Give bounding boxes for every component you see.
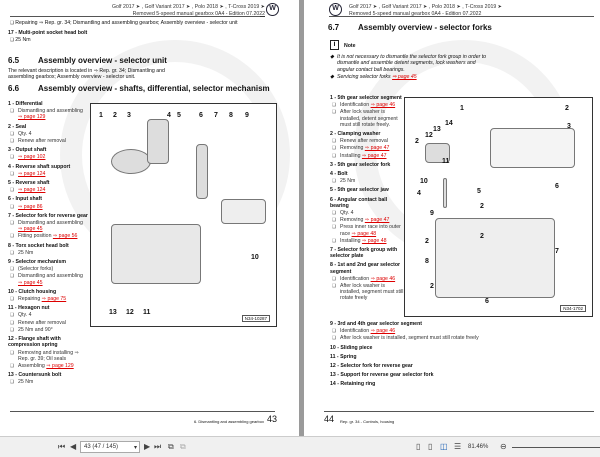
page-link[interactable]: ⇒ page 56: [52, 233, 78, 240]
callout-number: 11: [143, 309, 151, 316]
list-item: 7 - Selector fork group with selector plate: [330, 247, 398, 260]
callout-number: 6: [555, 183, 559, 190]
single-page-view-icon[interactable]: ▯: [416, 442, 421, 451]
page-link[interactable]: ⇒ page 46: [370, 275, 396, 282]
page-link[interactable]: ⇒ page 75: [41, 296, 67, 303]
list-item: 8 - 1st and 2nd gear selector segment: [330, 262, 401, 275]
callout-number: 2: [415, 138, 419, 145]
subitem-text: 25 Nm: [340, 178, 356, 185]
callout-number: 10: [420, 178, 428, 185]
section-6-5-title: 6.5 Assembly overview - selector unit: [8, 56, 167, 65]
page-link[interactable]: ⇒ page 124: [18, 170, 46, 177]
list-subitem: [330, 224, 404, 236]
list-item: 9 - 3rd and 4th gear selector segment: [330, 321, 422, 327]
list-item: 6 - Angular contact ball bearing: [330, 196, 388, 209]
list-item: 5 - Reverse shaft: [8, 180, 50, 187]
left-pdf-page: [0, 0, 299, 436]
header-models: Golf 2017 ➤ , Golf Variant 2017 ➤ , Polo 2018 ➤ , T-Cross 2019 ➤: [111, 4, 265, 10]
subitem-text: 25 Nm: [18, 379, 34, 386]
list-item: 12 - Selector fork for reverse gear: [330, 363, 413, 370]
list-subitem: [8, 187, 88, 193]
list-subitem: [8, 312, 88, 318]
repair-line: ❑ Repairing ⇒ Rep. gr. 34; Dismantling and assembling gearbox; Assembly overview - selector unit: [10, 20, 238, 26]
last-page-icon[interactable]: ⏭: [154, 442, 162, 451]
scroll-view-icon[interactable]: ☰: [454, 442, 462, 451]
subitem-text: Identification: [340, 102, 371, 109]
list-subitem: [330, 210, 404, 216]
vw-logo: W: [329, 3, 342, 16]
page-link[interactable]: ⇒ page 47: [361, 152, 387, 159]
page-number: 44: [324, 414, 335, 424]
callout-number: 5: [177, 112, 181, 119]
figure-selector-forks: [404, 97, 593, 317]
copy-icon[interactable]: ⧉: [168, 442, 174, 451]
callout-number: 1: [99, 112, 103, 119]
list-subitem: [330, 178, 404, 184]
parts-list: [8, 98, 88, 386]
zoom-level[interactable]: 81.46%: [468, 444, 489, 450]
subitem-text: Dismantling and assembling: [18, 273, 83, 280]
subitem-text: Repairing: [18, 296, 42, 303]
list-item: 4 - Reverse shaft support: [8, 163, 71, 170]
callout-number: 6: [485, 298, 489, 305]
subitem-text: Identification: [340, 275, 371, 282]
page-number: 43: [267, 414, 278, 424]
callout-number: 4: [417, 190, 421, 197]
callout-number: 8: [229, 112, 233, 119]
list-item: 13 - Countersunk bolt: [8, 372, 62, 379]
list-item: 10 - Clutch housing: [8, 288, 57, 295]
parts-list: [330, 92, 404, 302]
callout-number: 1: [460, 105, 464, 112]
zoom-slider[interactable]: [512, 447, 600, 448]
list-subitem: [8, 138, 88, 144]
subitem-text: Qty. 4: [340, 210, 354, 217]
right-pdf-page: [304, 0, 600, 436]
header-divider: [329, 16, 594, 17]
callout-number: 13: [109, 309, 117, 316]
list-item: 7 - Selector fork for reverse gear: [8, 212, 88, 219]
list-item: 1 - 5th gear selector segment: [330, 95, 402, 101]
page-link[interactable]: ⇒ page 46: [370, 328, 396, 335]
list-item: 8 - Torx socket head bolt: [8, 242, 69, 249]
pdf-toolbar: [0, 436, 600, 457]
list-subitem: [8, 320, 88, 326]
item-17-torque: ❑ 25 Nm: [10, 37, 31, 43]
subitem-text: Qty. 4: [18, 130, 32, 137]
list-subitem: [8, 273, 88, 285]
subitem-text: Removing and installing ⇒ Rep. gr. 39; Oil seals: [18, 349, 79, 362]
header-gearbox: Removed 5-speed manual gearbox 0A4 - Edition 07.2022: [132, 10, 265, 17]
list-subitem: [8, 363, 88, 369]
callout-number: 8: [425, 258, 429, 265]
list-subitem: [8, 266, 88, 272]
subitem-text: Renew after removal: [340, 138, 388, 145]
page-link[interactable]: ⇒ page 48: [351, 230, 377, 237]
list-subitem: [330, 217, 404, 223]
list-subitem: [8, 379, 88, 385]
page-link[interactable]: ⇒ page 46: [370, 102, 396, 109]
footer-divider: [10, 411, 275, 412]
subitem-text: After lock washer is installed, segment must still rotate freely: [340, 335, 479, 342]
list-subitem: [330, 328, 510, 334]
subitem-text: After lock washer is installed, detent segment must still rotate freely.: [340, 109, 398, 128]
list-item: 11 - Spring: [330, 353, 357, 360]
list-item: 6 - Input shaft: [8, 196, 43, 203]
subitem-text: Assembling: [18, 362, 47, 369]
footer-chapter: Rep. gr. 34 - Controls, housing: [340, 419, 395, 424]
subitem-text: Fitting position: [18, 233, 53, 240]
page-link[interactable]: ⇒ page 86: [18, 203, 43, 210]
page-number-input[interactable]: 43 (47 / 145) ▾: [80, 441, 140, 453]
paste-icon[interactable]: ⧉: [180, 442, 186, 451]
list-subitem: [8, 350, 88, 362]
list-item: 13 - Support for reverse gear selector fork: [330, 372, 434, 379]
info-icon: i: [330, 40, 339, 50]
next-page-icon[interactable]: ▶: [144, 442, 151, 451]
callout-number: 9: [430, 210, 434, 217]
previous-page-icon[interactable]: ◀: [70, 442, 77, 451]
callout-number: 13: [433, 126, 441, 133]
list-subitem: [8, 171, 88, 177]
callout-number: 9: [245, 112, 249, 119]
list-subitem: [8, 250, 88, 256]
footer-chapter: 6. Dismantling and assembling gearbox: [193, 419, 264, 424]
callout-number: 14: [445, 120, 453, 127]
subitem-text: Removing: [340, 217, 365, 224]
list-subitem: [330, 238, 404, 244]
list-subitem: [330, 283, 404, 302]
list-item: 10 - Sliding piece: [330, 344, 373, 351]
list-subitem: [8, 220, 88, 232]
list-subitem: [8, 327, 88, 333]
page-link[interactable]: ⇒ page 45: [18, 279, 43, 286]
callout-number: 2: [480, 203, 484, 210]
callout-number: 3: [127, 112, 131, 119]
callout-number: 4: [167, 112, 171, 119]
list-subitem: [8, 131, 88, 137]
subitem-text: 25 Nm: [18, 249, 34, 256]
list-subitem: [330, 102, 404, 108]
list-item: 5 - 5th gear selector jaw: [330, 187, 389, 194]
list-subitem: [8, 154, 88, 160]
section-6-7-title: 6.7 Assembly overview - selector forks: [328, 23, 492, 32]
subitem-text: Qty. 4: [18, 312, 32, 319]
subitem-text: Removing: [340, 145, 365, 152]
note-item-2: ◆ Servicing selector forks ⇒ page 45: [330, 74, 417, 80]
page-link[interactable]: ⇒ page 124: [18, 187, 46, 194]
callout-number: 2: [113, 112, 117, 119]
list-item: 2 - Seal: [8, 123, 27, 130]
header-gearbox: Removed 5-speed manual gearbox 0A4 - Edition 07.2022: [349, 10, 482, 17]
subitem-text: 25 Nm and 90°: [18, 326, 53, 333]
list-subitem: [330, 145, 404, 151]
callout-number: 7: [555, 248, 559, 255]
callout-number: 10: [251, 254, 259, 261]
subitem-text: Dismantling and assembling: [18, 108, 83, 115]
figure-code: N34-1702: [560, 305, 586, 312]
list-subitem: [330, 138, 404, 144]
list-subitem: [330, 109, 404, 128]
callout-number: 6: [199, 112, 203, 119]
list-item: 2 - Clamping washer: [330, 131, 381, 138]
callout-number: 5: [477, 188, 481, 195]
subitem-text: After lock washer is installed, segment must still rotate freely: [340, 283, 404, 302]
list-subitem: [330, 153, 404, 159]
vw-logo: W: [266, 3, 279, 16]
page-link[interactable]: ⇒ page 47: [364, 145, 390, 152]
link-page-45[interactable]: ⇒ page 45: [392, 74, 417, 80]
list-item: 11 - Hexagon nut: [8, 305, 50, 312]
callout-number: 11: [442, 158, 450, 165]
list-item: 3 - Output shaft: [8, 147, 47, 154]
list-item: 3 - 5th gear selector fork: [330, 161, 391, 168]
list-item: 9 - Selector mechanism: [8, 259, 66, 266]
list-item: 12 - Flange shaft with compression spring: [8, 336, 61, 349]
note-item-1: ◆ It is not necessary to dismantle the selector fork group in order to dismantle and assemble detent segments, lock washers and angular contact ball bearings.: [330, 54, 487, 73]
first-page-icon[interactable]: ⏮: [58, 442, 66, 451]
list-subitem: [330, 335, 510, 341]
subitem-text: Renew after removal: [18, 138, 66, 145]
two-page-view-icon[interactable]: ◫: [440, 442, 448, 451]
list-item: 4 - Bolt: [330, 171, 348, 178]
figure-code: N34-10287: [242, 315, 270, 322]
subitem-text: Press inner race into outer race: [340, 224, 401, 237]
list-subitem: [8, 204, 88, 210]
header-models: Golf 2017 ➤ , Golf Variant 2017 ➤ , Polo 2018 ➤ , T-Cross 2019 ➤: [349, 4, 503, 10]
callout-number: 2: [565, 105, 569, 112]
list-subitem: [330, 276, 404, 282]
figure-shafts-differential: [90, 103, 277, 327]
item-17: 17 - Multi-point socket head bolt: [8, 30, 88, 36]
list-subitem: [8, 233, 88, 239]
section-6-6-title: 6.6 Assembly overview - shafts, differential, selector mechanism: [8, 84, 270, 93]
zoom-out-icon[interactable]: ⊖: [500, 442, 507, 451]
callout-number: 2: [480, 233, 484, 240]
subitem-text: Identification: [340, 328, 371, 335]
subitem-text: (Selector forks): [18, 266, 54, 273]
list-subitem: [8, 296, 88, 302]
page-link[interactable]: ⇒ page 129: [18, 114, 46, 121]
header-divider: [10, 16, 260, 17]
section-6-5-text: The relevant description is located in ⇒ Rep. gr. 34; Dismantling and assembling gearbox; Assembly overview - selector unit.: [8, 68, 165, 81]
list-subitem: [8, 108, 88, 120]
page-link[interactable]: ⇒ page 48: [361, 237, 387, 244]
page-link[interactable]: ⇒ page 102: [18, 154, 46, 161]
page-link[interactable]: ⇒ page 129: [46, 362, 74, 369]
callout-number: 3: [567, 123, 571, 130]
callout-number: 2: [430, 283, 434, 290]
callout-number: 7: [214, 112, 218, 119]
page-link[interactable]: ⇒ page 47: [364, 217, 390, 224]
subitem-text: Renew after removal: [18, 319, 66, 326]
page-link[interactable]: ⇒ page 45: [18, 226, 43, 233]
list-item: 1 - Differential: [8, 101, 43, 107]
subitem-text: Installing: [340, 152, 362, 159]
list-item: 14 - Retaining ring: [330, 381, 376, 388]
callout-number: 12: [126, 309, 134, 316]
continuous-view-icon[interactable]: ▯: [428, 442, 433, 451]
footer-divider: [324, 411, 594, 412]
subitem-text: Dismantling and assembling: [18, 220, 83, 227]
subitem-text: Installing: [340, 237, 362, 244]
parts-list-continued: [330, 318, 510, 388]
callout-number: 2: [425, 238, 429, 245]
note-label: Note: [344, 43, 356, 49]
callout-number: 12: [425, 132, 433, 139]
